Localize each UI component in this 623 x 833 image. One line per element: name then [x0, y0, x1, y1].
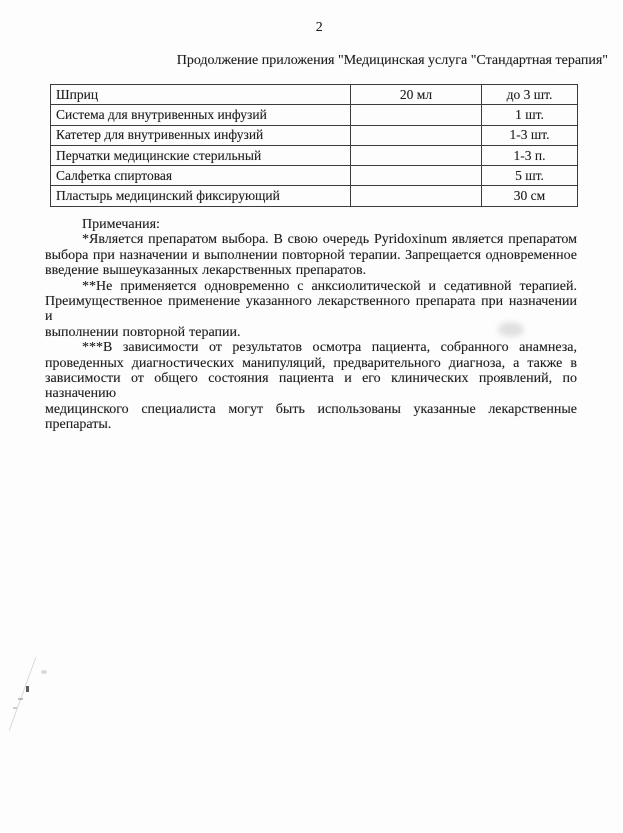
table-row: [51, 105, 578, 125]
scan-speck: [18, 698, 23, 700]
scan-speck: [26, 686, 29, 692]
scan-scratch: [9, 657, 37, 731]
note-paragraph-3-line: зависимости от общего состояния пациента и его клинических проявлений, по назначению: [45, 371, 577, 402]
table-row: [51, 166, 578, 186]
item-name-cell: Салфетка спиртовая: [51, 166, 351, 186]
item-qty-cell: до 3 шт.: [482, 85, 578, 105]
item-name-cell: Катетер для внутривенных инфузий: [51, 125, 351, 145]
table-row: [51, 145, 578, 165]
item-volume-cell: [351, 186, 482, 206]
item-name-cell: Шприц: [51, 85, 351, 105]
note-paragraph-1-line: выбора при назначении и выполнении повторной терапии. Запрещается одновременное: [45, 247, 577, 263]
supplies-table: [50, 84, 578, 207]
note-paragraph-1-line: введение вышеуказанных лекарственных препаратов.: [45, 263, 367, 279]
note-paragraph-2-line: **Не применяется одновременно с анксиолитической и седативной терапией.: [82, 278, 577, 294]
note-paragraph-2-line: выполнении повторной терапии.: [45, 324, 241, 340]
item-volume-cell: [351, 125, 482, 145]
table-row: [51, 125, 578, 145]
page-header: Продолжение приложения "Медицинская услуга "Стандартная терапия": [176, 53, 608, 68]
item-name-cell: Перчатки медицинские стерильный: [51, 145, 351, 165]
item-volume-cell: [351, 145, 482, 165]
scan-speck: [41, 670, 47, 674]
notes-section: [45, 217, 577, 433]
note-paragraph-3-line: ***В зависимости от результатов осмотра пациента, собранного анамнеза,: [82, 340, 577, 356]
note-paragraph-3-line: медицинского специалиста могут быть использованы указанные лекарственные препараты.: [45, 401, 577, 433]
table-row: [51, 85, 578, 105]
notes-heading: Примечания:: [82, 217, 160, 232]
scan-smudge: [498, 322, 524, 337]
table-row: [51, 186, 578, 206]
note-paragraph-1-line: *Является препаратом выбора. В свою очередь Pyridoxinum является препаратом: [82, 232, 577, 248]
item-name-cell: Система для внутривенных инфузий: [51, 105, 351, 125]
scan-speck: [13, 707, 17, 709]
item-volume-cell: [351, 105, 482, 125]
item-qty-cell: 1-3 п.: [482, 145, 578, 165]
item-qty-cell: 1 шт.: [482, 105, 578, 125]
item-qty-cell: 5 шт.: [482, 166, 578, 186]
note-paragraph-2-line: Преимущественное применение указанного лекарственного препарата при назначении и: [45, 294, 577, 325]
item-qty-cell: 1-3 шт.: [482, 125, 578, 145]
item-name-cell: Пластырь медицинский фиксирующий: [51, 186, 351, 206]
item-volume-cell: 20 мл: [351, 85, 482, 105]
item-volume-cell: [351, 166, 482, 186]
item-qty-cell: 30 см: [482, 186, 578, 206]
note-paragraph-3-line: проведенных диагностических манипуляций, предварительного диагноза, а также в: [45, 355, 577, 371]
page-number: 2: [315, 20, 324, 35]
